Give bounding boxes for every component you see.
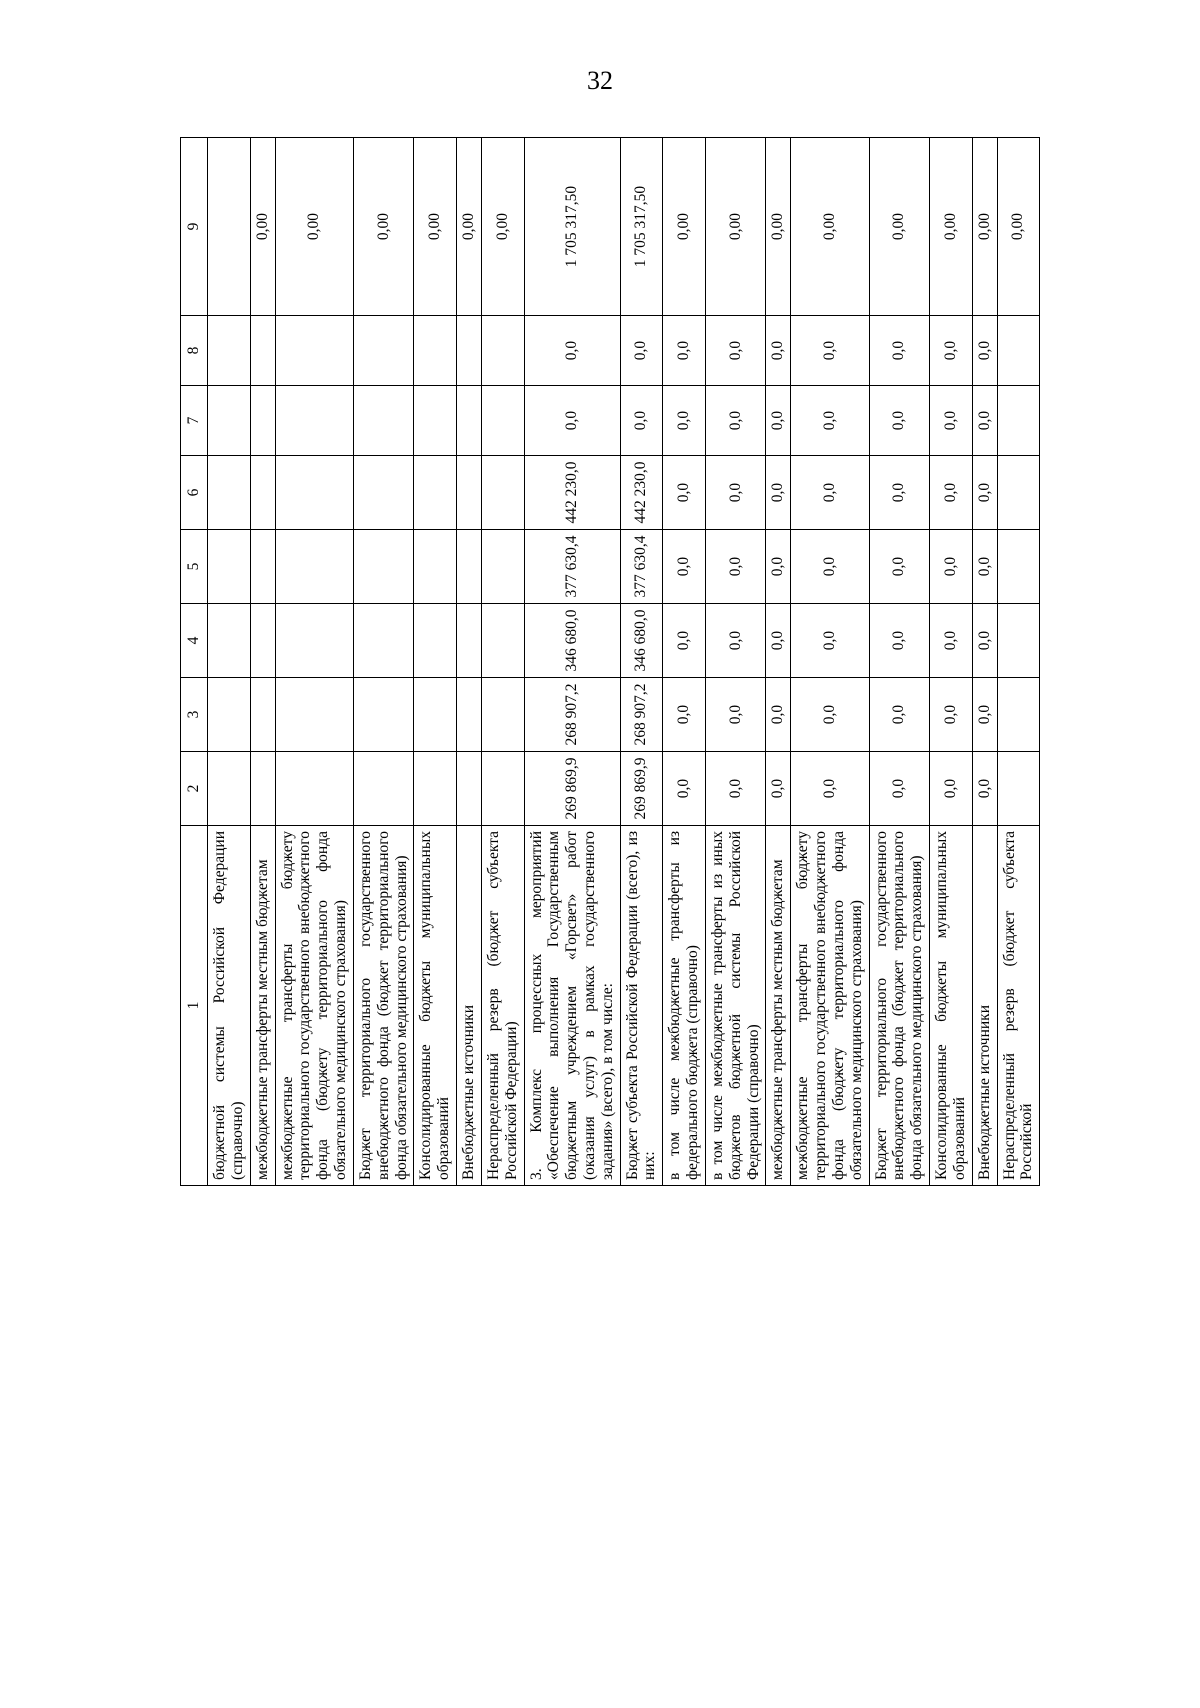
column-header-8: 8 [181, 316, 208, 386]
value-cell: 0,0 [705, 316, 765, 386]
value-cell [250, 752, 275, 826]
value-cell: 0,0 [930, 316, 973, 386]
value-cell: 377 630,4 [524, 530, 620, 604]
value-cell [250, 456, 275, 530]
table-row [663, 138, 706, 1186]
value-cell: 0,0 [663, 386, 706, 456]
value-cell [456, 316, 481, 386]
table-row [766, 138, 791, 1186]
value-cell: 0,0 [972, 752, 997, 826]
value-cell [997, 604, 1040, 678]
value-cell [456, 386, 481, 456]
value-cell [208, 386, 251, 456]
table-row [353, 138, 413, 1186]
value-cell: 0,0 [663, 678, 706, 752]
value-cell: 0,0 [930, 678, 973, 752]
column-header-1: 1 [181, 826, 208, 1186]
value-cell [353, 752, 413, 826]
value-cell: 0,0 [766, 316, 791, 386]
value-cell: 346 680,0 [524, 604, 620, 678]
value-cell [353, 316, 413, 386]
value-cell [250, 530, 275, 604]
table-row [869, 138, 929, 1186]
value-cell: 0,0 [791, 386, 869, 456]
row-label: межбюджетные трансферты местным бюджетам [250, 826, 275, 1186]
value-cell: 0,0 [930, 456, 973, 530]
value-cell: 0,00 [353, 138, 413, 316]
value-cell: 0,00 [869, 138, 929, 316]
row-label: Бюджет территориального государственного внебюджетного фонда (бюджет территориального фонда обязательного медицинского страхования) [353, 826, 413, 1186]
value-cell [208, 604, 251, 678]
value-cell [275, 386, 353, 456]
row-label: Бюджет субъекта Российской Федерации (всего), из них: [620, 826, 663, 1186]
value-cell [208, 316, 251, 386]
value-cell [353, 678, 413, 752]
value-cell: 0,0 [766, 386, 791, 456]
value-cell: 0,0 [972, 678, 997, 752]
value-cell [481, 678, 524, 752]
value-cell: 0,0 [705, 604, 765, 678]
table-row [414, 138, 457, 1186]
table-row [705, 138, 765, 1186]
table-body [208, 138, 1040, 1186]
value-cell [414, 752, 457, 826]
value-cell [208, 678, 251, 752]
value-cell: 0,0 [972, 604, 997, 678]
value-cell: 0,00 [250, 138, 275, 316]
value-cell: 0,00 [791, 138, 869, 316]
page-number: 32 [587, 66, 613, 95]
table-row [620, 138, 663, 1186]
table-row [481, 138, 524, 1186]
value-cell [250, 316, 275, 386]
value-cell [275, 530, 353, 604]
value-cell [414, 530, 457, 604]
value-cell: 0,00 [481, 138, 524, 316]
value-cell: 0,0 [766, 752, 791, 826]
value-cell: 377 630,4 [620, 530, 663, 604]
table-row [930, 138, 973, 1186]
value-cell: 0,00 [705, 138, 765, 316]
value-cell: 0,0 [766, 530, 791, 604]
value-cell: 0,0 [705, 386, 765, 456]
value-cell [456, 456, 481, 530]
value-cell: 0,0 [869, 316, 929, 386]
value-cell [481, 456, 524, 530]
column-header-9: 9 [181, 138, 208, 316]
row-label: Консолидированные бюджеты муниципальных образований [930, 826, 973, 1186]
value-cell [414, 678, 457, 752]
value-cell: 0,0 [972, 456, 997, 530]
value-cell: 0,0 [869, 752, 929, 826]
rotated-table-container [180, 138, 1196, 1186]
value-cell: 0,0 [869, 530, 929, 604]
row-label: в том числе межбюджетные трансферты из иных бюджетов бюджетной системы Российской Федерации (справочно) [705, 826, 765, 1186]
row-label: Внебюджетные источники [972, 826, 997, 1186]
value-cell [997, 678, 1040, 752]
value-cell [275, 678, 353, 752]
value-cell [208, 530, 251, 604]
value-cell: 0,0 [869, 386, 929, 456]
value-cell: 1 705 317,50 [524, 138, 620, 316]
value-cell: 0,0 [930, 604, 973, 678]
row-label: 3. Комплекс процессных мероприятий «Обеспечение выполнения Государственным бюджетным учреждением «Горсвет» работ (оказания услуг) в рамках государственного задания» (всего), в том числе: [524, 826, 620, 1186]
value-cell: 0,00 [766, 138, 791, 316]
value-cell: 0,0 [869, 604, 929, 678]
value-cell: 0,0 [705, 530, 765, 604]
table-row [524, 138, 620, 1186]
value-cell: 0,0 [766, 678, 791, 752]
value-cell [275, 752, 353, 826]
value-cell: 0,0 [620, 386, 663, 456]
value-cell: 0,00 [997, 138, 1040, 316]
value-cell: 0,0 [524, 316, 620, 386]
value-cell [456, 604, 481, 678]
column-header-3: 3 [181, 678, 208, 752]
value-cell: 1 705 317,50 [620, 138, 663, 316]
value-cell [456, 530, 481, 604]
value-cell [997, 530, 1040, 604]
value-cell [353, 604, 413, 678]
row-label: бюджетной системы Российской Федерации (справочно) [208, 826, 251, 1186]
table-row [456, 138, 481, 1186]
value-cell: 0,0 [930, 752, 973, 826]
value-cell: 0,0 [766, 456, 791, 530]
value-cell [208, 752, 251, 826]
value-cell: 0,0 [791, 530, 869, 604]
table-row [208, 138, 251, 1186]
table-row [972, 138, 997, 1186]
value-cell: 0,0 [791, 604, 869, 678]
value-cell [208, 138, 251, 316]
row-label: межбюджетные трансферты бюджету территориального государственного внебюджетного фонда (бюджету территориального фонда обязательного медицинского страхования) [275, 826, 353, 1186]
value-cell: 0,0 [663, 316, 706, 386]
value-cell: 0,0 [663, 604, 706, 678]
row-label: Внебюджетные источники [456, 826, 481, 1186]
value-cell [456, 678, 481, 752]
value-cell: 0,0 [930, 386, 973, 456]
column-header-2: 2 [181, 752, 208, 826]
value-cell: 0,0 [869, 456, 929, 530]
value-cell: 0,0 [791, 456, 869, 530]
value-cell [208, 456, 251, 530]
value-cell [414, 316, 457, 386]
value-cell: 269 869,9 [524, 752, 620, 826]
value-cell [481, 316, 524, 386]
value-cell: 0,0 [791, 752, 869, 826]
value-cell [414, 456, 457, 530]
table-row [791, 138, 869, 1186]
value-cell: 442 230,0 [620, 456, 663, 530]
value-cell: 0,0 [930, 530, 973, 604]
value-cell [481, 530, 524, 604]
value-cell: 0,00 [275, 138, 353, 316]
value-cell [997, 386, 1040, 456]
value-cell [414, 604, 457, 678]
row-label: Нераспределенный резерв (бюджет субъекта Российской [997, 826, 1040, 1186]
value-cell: 0,0 [791, 316, 869, 386]
value-cell: 0,0 [766, 604, 791, 678]
value-cell: 0,00 [930, 138, 973, 316]
column-header-7: 7 [181, 386, 208, 456]
value-cell: 0,0 [705, 752, 765, 826]
row-label: в том числе межбюджетные трансферты из федерального бюджета (справочно) [663, 826, 706, 1186]
header-row [181, 138, 208, 1186]
value-cell: 0,0 [663, 752, 706, 826]
value-cell [481, 604, 524, 678]
table-row [275, 138, 353, 1186]
value-cell: 0,0 [791, 678, 869, 752]
value-cell: 0,0 [869, 678, 929, 752]
table-row [250, 138, 275, 1186]
row-label: Консолидированные бюджеты муниципальных образований [414, 826, 457, 1186]
value-cell: 0,00 [456, 138, 481, 316]
value-cell: 0,00 [414, 138, 457, 316]
value-cell: 0,0 [705, 678, 765, 752]
value-cell: 268 907,2 [524, 678, 620, 752]
value-cell: 0,0 [620, 316, 663, 386]
value-cell: 0,0 [972, 316, 997, 386]
value-cell: 0,0 [705, 456, 765, 530]
value-cell [997, 752, 1040, 826]
column-header-4: 4 [181, 604, 208, 678]
value-cell [275, 604, 353, 678]
value-cell [481, 752, 524, 826]
column-header-5: 5 [181, 530, 208, 604]
row-label: межбюджетные трансферты местным бюджетам [766, 826, 791, 1186]
row-label: Бюджет территориального государственного внебюджетного фонда (бюджет территориального фонда обязательного медицинского страхования) [869, 826, 929, 1186]
value-cell [353, 530, 413, 604]
value-cell [275, 456, 353, 530]
value-cell: 0,0 [972, 386, 997, 456]
value-cell [997, 316, 1040, 386]
value-cell: 0,0 [972, 530, 997, 604]
value-cell [250, 678, 275, 752]
value-cell [275, 316, 353, 386]
table-row [997, 138, 1040, 1186]
value-cell [456, 752, 481, 826]
value-cell: 442 230,0 [524, 456, 620, 530]
value-cell [250, 604, 275, 678]
value-cell [997, 456, 1040, 530]
value-cell: 268 907,2 [620, 678, 663, 752]
row-label: Нераспределенный резерв (бюджет субъекта Российской Федерации) [481, 826, 524, 1186]
budget-table [180, 137, 1040, 1186]
value-cell: 0,0 [663, 530, 706, 604]
value-cell [353, 456, 413, 530]
value-cell: 0,0 [524, 386, 620, 456]
value-cell [414, 386, 457, 456]
value-cell [250, 386, 275, 456]
value-cell [353, 386, 413, 456]
value-cell: 0,0 [663, 456, 706, 530]
row-label: межбюджетные трансферты бюджету территориального государственного внебюджетного фонда (бюджету территориального фонда обязательного медицинского страхования) [791, 826, 869, 1186]
value-cell: 0,00 [972, 138, 997, 316]
value-cell: 0,00 [663, 138, 706, 316]
value-cell: 346 680,0 [620, 604, 663, 678]
column-header-6: 6 [181, 456, 208, 530]
value-cell: 269 869,9 [620, 752, 663, 826]
value-cell [481, 386, 524, 456]
